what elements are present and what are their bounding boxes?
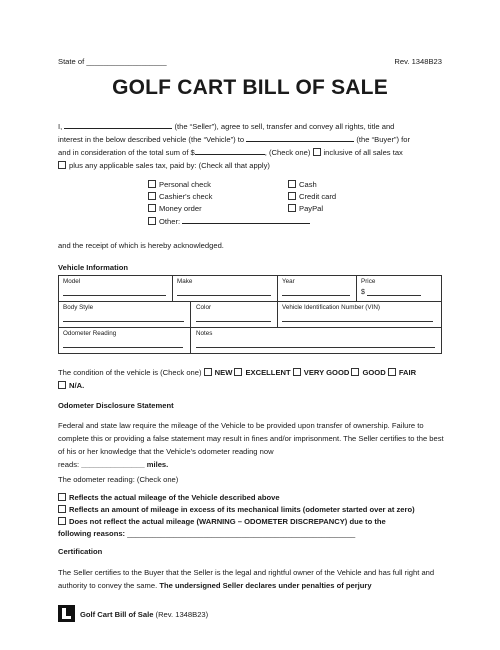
payment-options-right <box>288 179 336 215</box>
cell-vin[interactable]: Vehicle Identification Number (VIN) <box>278 302 442 328</box>
intro-line-3: and in consideration of the total sum of $ , (Check one) inclusive of all sales tax <box>58 148 403 157</box>
cell-odometer-notes[interactable]: Odometer Reading Notes <box>59 328 442 354</box>
receipt-text: and the receipt of which is hereby acknowledged. <box>58 241 224 250</box>
notes-label: Notes <box>196 330 213 337</box>
option-personal-check[interactable]: Personal check <box>148 179 310 191</box>
table-row <box>59 302 442 328</box>
footer-title: Golf Cart Bill of Sale <box>80 610 154 619</box>
odometer-option-actual[interactable]: Reflects the actual mileage of the Vehicle described above <box>58 492 444 504</box>
cell-divider <box>190 301 191 328</box>
body-style-blank[interactable] <box>63 321 184 322</box>
table-row <box>59 328 442 354</box>
option-credit-card[interactable]: Credit card <box>288 191 336 203</box>
color-blank[interactable] <box>196 321 271 322</box>
cell-model[interactable]: Model <box>59 276 173 302</box>
discrepancy-reasons: following reasons: ______________________________________________________ <box>58 529 356 538</box>
total-sum-blank[interactable] <box>195 146 265 155</box>
odometer-option-discrepancy[interactable]: Does not reflect the actual mileage (WARNING – ODOMETER DISCREPANCY) due to the <box>58 516 444 528</box>
price-currency: $ <box>361 289 365 296</box>
condition-line: The condition of the vehicle is (Check one) NEW EXCELLENT VERY GOOD GOOD FAIR N/A. <box>58 368 417 390</box>
checkbox-icon[interactable] <box>288 180 296 188</box>
footer-text <box>80 609 208 620</box>
vehicle-info-heading: Vehicle Information <box>58 263 129 272</box>
seller-name-blank[interactable] <box>64 120 172 129</box>
intro-line-4: plus any applicable sales tax, paid by: (Check all that apply) <box>58 159 444 172</box>
year-blank[interactable] <box>282 295 350 296</box>
certification-paragraph: The Seller certifies to the Buyer that the Seller is the legal and rightful owner of the Vehicle and has full right and authority to convey the same. The undersigned Seller declares under penalties of perjury <box>58 568 435 590</box>
checkbox-plus-tax[interactable] <box>58 161 66 169</box>
checkbox-good[interactable] <box>351 368 359 376</box>
cell-divider <box>190 327 191 354</box>
odometer-reading-label: The odometer reading: (Check one) <box>58 475 179 484</box>
color-label: Color <box>196 304 212 311</box>
intro-paragraph <box>58 120 444 172</box>
odometer-option-excess[interactable]: Reflects an amount of mileage in excess of its mechanical limits (odometer started over at zero) <box>58 504 444 516</box>
certification-heading: Certification <box>58 547 103 556</box>
notes-blank[interactable] <box>196 347 435 348</box>
intro-line-1: I, (the “Seller”), agree to sell, transfer and convey all rights, title and <box>58 122 395 131</box>
table-row <box>59 276 442 302</box>
odometer-blank[interactable] <box>63 347 183 348</box>
option-money-order[interactable]: Money order <box>148 203 310 215</box>
state-label: State of <box>58 57 85 66</box>
cell-year[interactable]: Year <box>278 276 357 302</box>
odometer-options <box>58 492 444 540</box>
odometer-paragraph: Federal and state law require the mileage of the Vehicle to be provided upon transfer of ownership. Failure to complete this or providing a false statement may result in fines and/or imprisonment. The Seller certifies to the best of his or her knowledge that the Vehicle’s odometer reading now reads: _______________ miles. <box>58 421 444 469</box>
legal-logo-icon <box>58 605 75 622</box>
cell-make[interactable]: Make <box>173 276 278 302</box>
odometer-heading: Odometer Disclosure Statement <box>58 401 174 410</box>
checkbox-new[interactable] <box>204 368 212 376</box>
checkbox-icon[interactable] <box>148 204 156 212</box>
option-cash[interactable]: Cash <box>288 179 336 191</box>
option-other[interactable]: Other: <box>148 215 310 228</box>
vehicle-info-table <box>58 275 442 354</box>
revision-label: Rev. 1348B23 <box>394 57 442 66</box>
intro-line-2: interest in the below described vehicle (the “Vehicle”) to (the “Buyer”) for <box>58 135 410 144</box>
checkbox-na[interactable] <box>58 381 66 389</box>
option-cashiers-check[interactable]: Cashier's check <box>148 191 310 203</box>
state-field <box>58 56 167 67</box>
option-paypal[interactable]: PayPal <box>288 203 336 215</box>
checkbox-icon[interactable] <box>288 192 296 200</box>
cell-body-style[interactable]: Body Style Color <box>59 302 278 328</box>
checkbox-icon[interactable] <box>58 493 66 501</box>
make-blank[interactable] <box>177 295 271 296</box>
payment-options-left <box>148 179 310 228</box>
checkbox-icon[interactable] <box>288 204 296 212</box>
state-blank[interactable]: ___________________ <box>86 57 167 66</box>
checkbox-fair[interactable] <box>388 368 396 376</box>
other-payment-blank[interactable] <box>182 215 310 224</box>
checkbox-icon[interactable] <box>148 192 156 200</box>
vin-blank[interactable] <box>282 321 433 322</box>
buyer-name-blank[interactable] <box>246 133 354 142</box>
price-blank[interactable] <box>367 295 421 296</box>
cell-price[interactable]: Price $ <box>357 276 442 302</box>
checkbox-excellent[interactable] <box>234 368 242 376</box>
checkbox-icon[interactable] <box>58 505 66 513</box>
miles-blank[interactable]: _______________ <box>81 460 145 469</box>
checkbox-icon[interactable] <box>58 517 66 525</box>
reasons-blank[interactable]: ______________________________________________________ <box>127 529 356 538</box>
footer-rev: (Rev. 1348B23) <box>155 610 209 619</box>
model-blank[interactable] <box>63 295 166 296</box>
checkbox-inclusive-tax[interactable] <box>313 148 321 156</box>
checkbox-icon[interactable] <box>148 180 156 188</box>
checkbox-icon[interactable] <box>148 217 156 225</box>
checkbox-very-good[interactable] <box>293 368 301 376</box>
document-title: GOLF CART BILL OF SALE <box>112 76 388 99</box>
